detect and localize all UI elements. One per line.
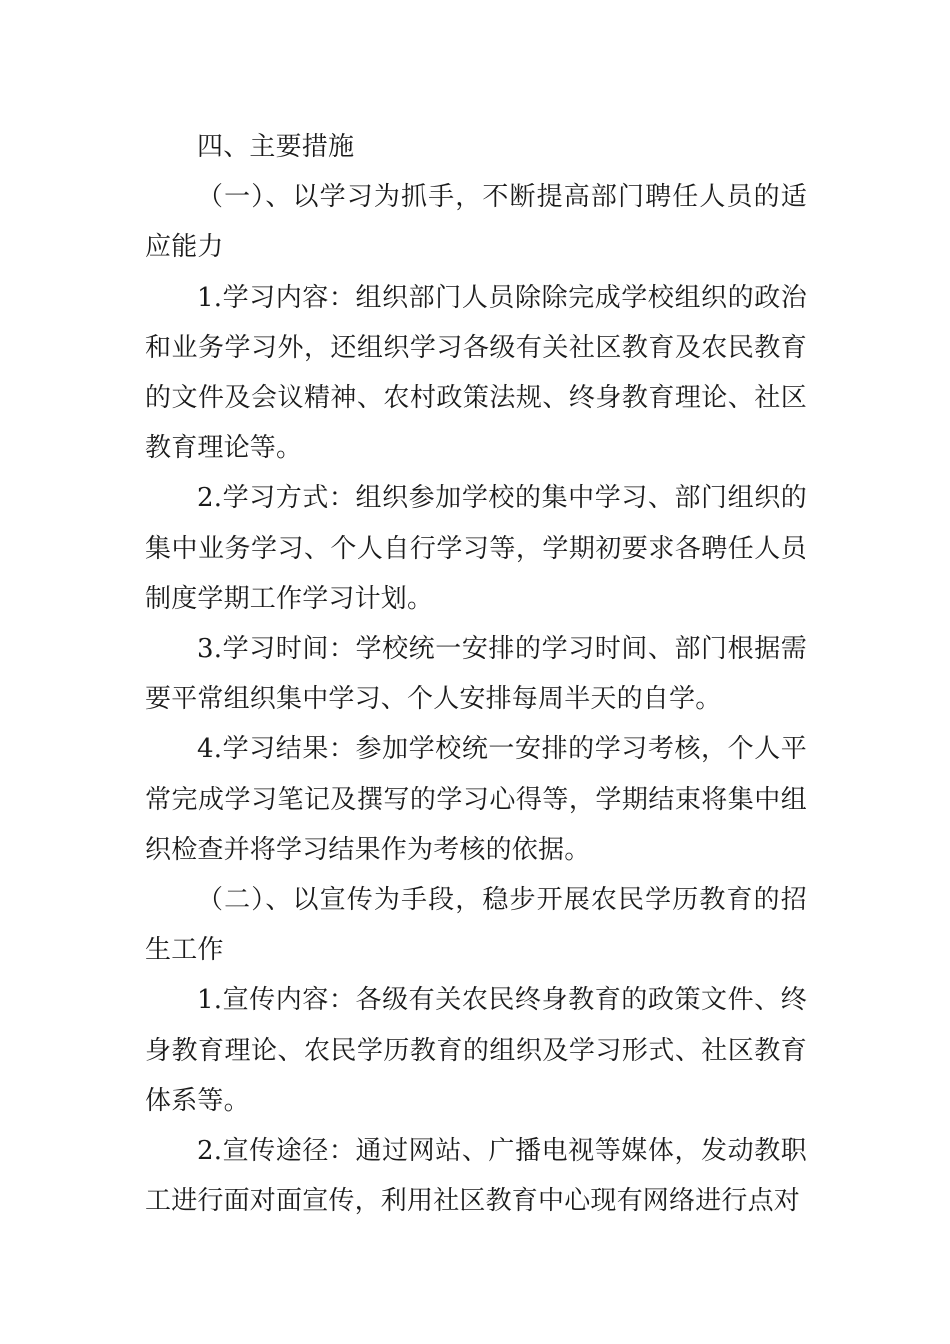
paragraph: 3.学习时间：学校统一安排的学习时间、部门根据需要平常组织集中学习、个人安排每周半天的自学。 [145,634,807,715]
document-body [145,122,807,1226]
subsection-heading: （二）、以宣传为手段，稳步开展农民学历教育的招生工作 [145,885,807,966]
paragraph: 2.宣传途径：通过网站、广播电视等媒体，发动教职工进行面对面宣传，利用社区教育中心现有网络进行点对 [145,1136,807,1217]
paragraph: 4.学习结果：参加学校统一安排的学习考核，个人平常完成学习笔记及撰写的学习心得等，学期结束将集中组织检查并将学习结果作为考核的依据。 [145,734,807,865]
subsection-heading: （一）、以学习为抓手，不断提高部门聘任人员的适应能力 [145,182,807,263]
paragraph: 1.学习内容：组织部门人员除除完成学校组织的政治和业务学习外，还组织学习各级有关社区教育及农民教育的文件及会议精神、农村政策法规、终身教育理论、社区教育理论等。 [145,282,807,464]
section-heading: 四、主要措施 [197,132,355,162]
paragraph: 2.学习方式：组织参加学校的集中学习、部门组织的集中业务学习、个人自行学习等，学期初要求各聘任人员制度学期工作学习计划。 [145,483,807,614]
paragraph: 1.宣传内容：各级有关农民终身教育的政策文件、终身教育理论、农民学历教育的组织及学习形式、社区教育体系等。 [145,985,807,1116]
